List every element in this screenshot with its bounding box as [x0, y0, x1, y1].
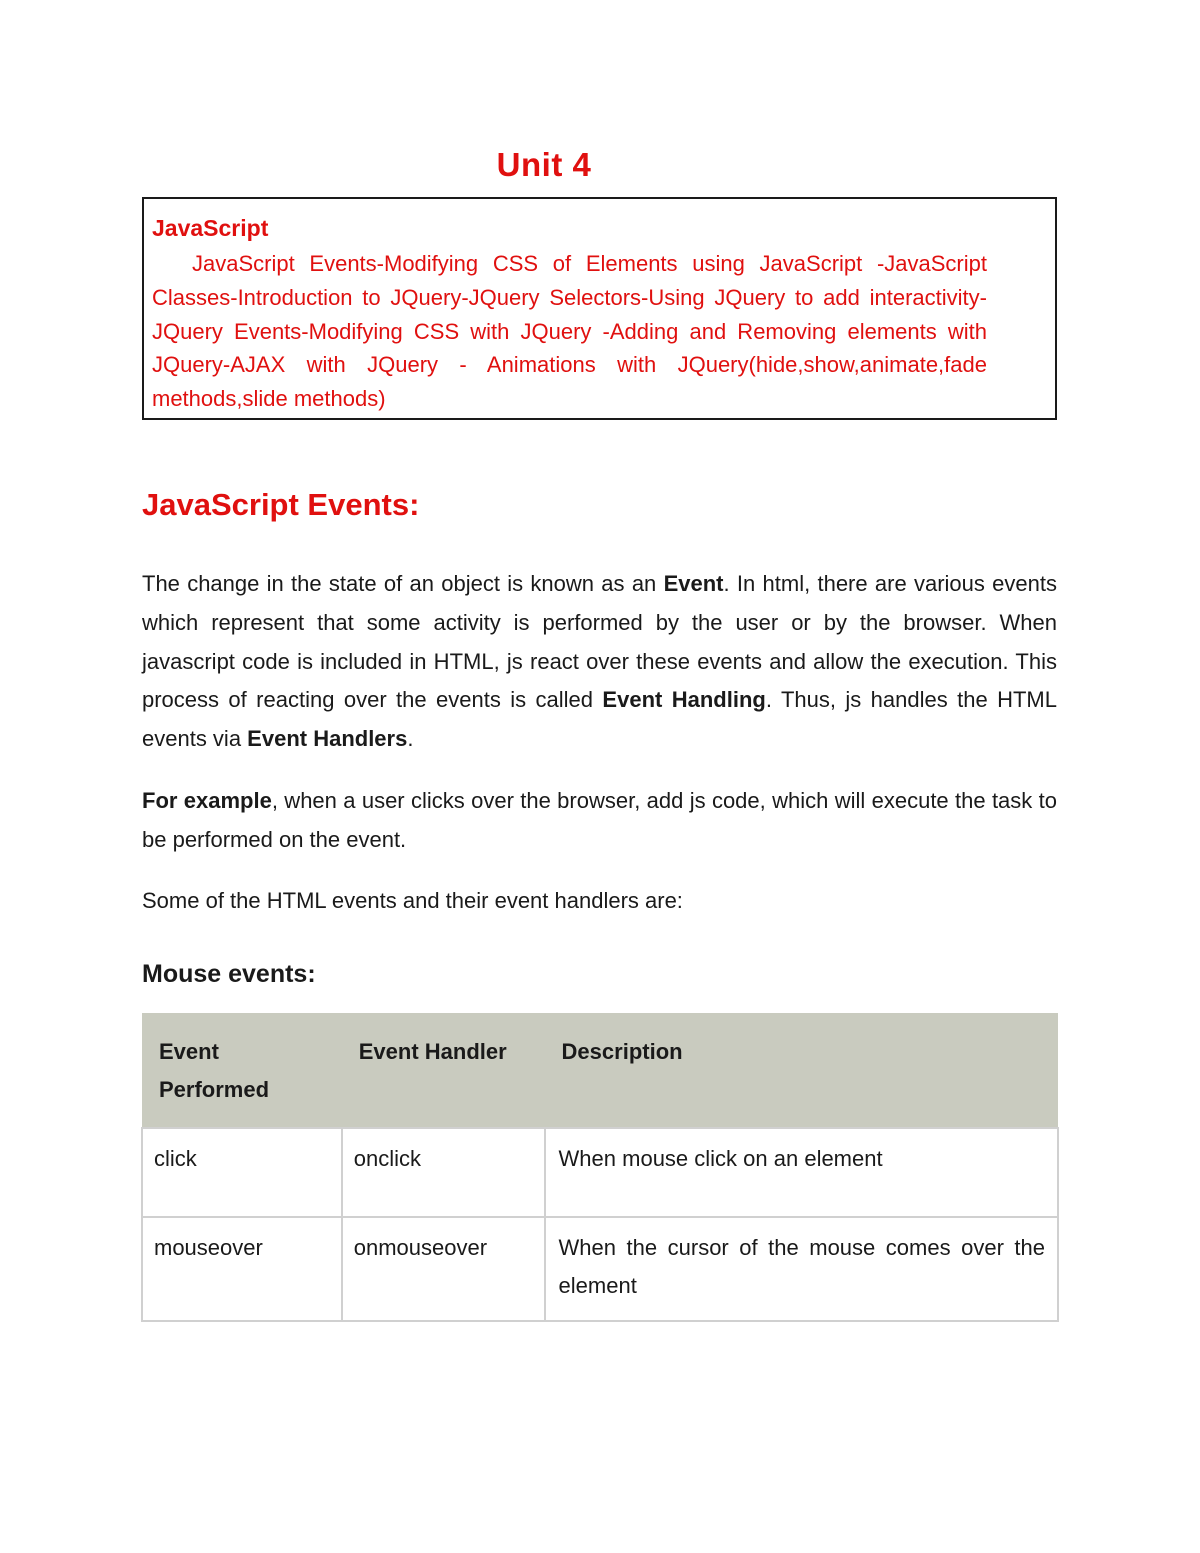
event-cell: click — [142, 1128, 342, 1217]
section-title: JavaScript Events: — [142, 487, 420, 522]
event-cell: mouseover — [142, 1217, 342, 1321]
description-cell: When mouse click on an element — [545, 1128, 1058, 1217]
table-row — [142, 1217, 1058, 1321]
header-event-performed: Event Performed — [142, 1013, 342, 1128]
mouse-events-heading: Mouse events: — [142, 960, 316, 988]
intro-text-3: . Thus, js handles the HTML events via — [142, 687, 1057, 752]
intro-paragraph — [142, 565, 1057, 759]
events-intro-paragraph: Some of the HTML events and their event handlers are: — [142, 888, 683, 913]
handler-cell: onclick — [342, 1128, 545, 1217]
example-paragraph — [142, 782, 1057, 860]
example-bold: For example — [142, 788, 272, 813]
intro-text-2: . In html, there are various events which represent that some activity is performed by the user or by the browser. When javascript code is included in HTML, js react over these events and allow the execution. This process of reacting over the events is called — [142, 571, 1057, 713]
intro-bold-event: Event — [663, 571, 724, 596]
intro-text-1: The change in the state of an object is known as an — [142, 571, 664, 596]
description-cell: When the cursor of the mouse comes over the element — [545, 1217, 1058, 1321]
syllabus-heading: JavaScript — [152, 215, 269, 241]
intro-bold-event-handlers: Event Handlers — [247, 726, 408, 752]
table-header-row — [142, 1013, 1058, 1128]
example-text: , when a user clicks over the browser, add js code, which will execute the task to be performed on the event. — [142, 788, 1057, 852]
mouse-events-table — [141, 1013, 1059, 1322]
header-event-handler: Event Handler — [342, 1013, 545, 1128]
syllabus-box — [142, 197, 1057, 420]
handler-cell: onmouseover — [342, 1217, 545, 1321]
intro-bold-event-handling: Event Handling — [602, 687, 766, 713]
intro-text-4: . — [407, 726, 414, 752]
syllabus-text: JavaScript Events-Modifying CSS of Elements using JavaScript -JavaScript Classes-Introduction to JQuery-JQuery Selectors-Using JQuery to add interactivity-JQuery Events-Modifying CSS with JQuery -Adding and Removing elements with JQuery-AJAX with JQuery - Animations with JQuery(hide,show,animate,fade methods,slide methods) — [152, 251, 987, 412]
unit-title: Unit 4 — [496, 146, 592, 183]
table-row — [142, 1128, 1058, 1217]
header-description: Description — [545, 1013, 1058, 1128]
